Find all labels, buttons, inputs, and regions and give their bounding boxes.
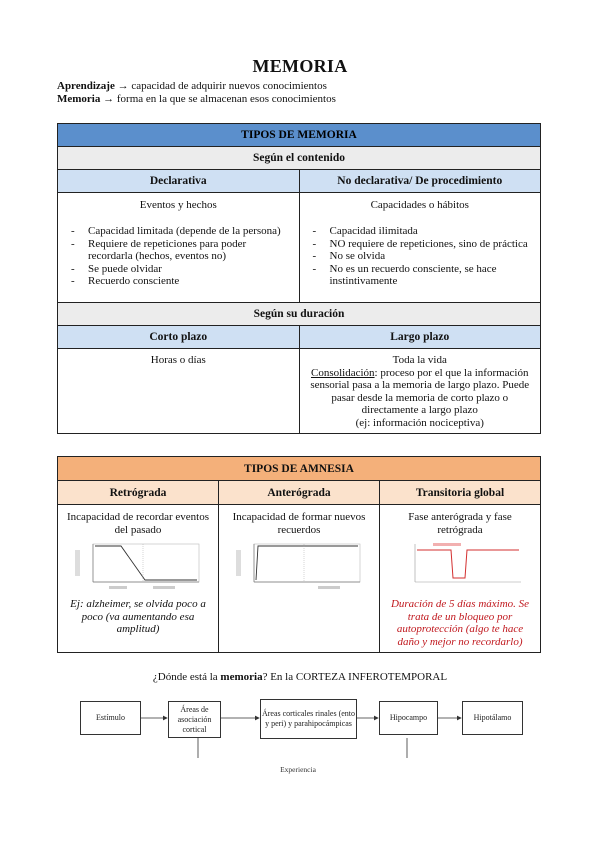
long-term-header: Largo plazo	[299, 326, 541, 349]
declarative-subtitle: Eventos y hechos	[139, 199, 217, 211]
transient-desc: Fase anterógrada y fase retrógrada	[408, 511, 512, 536]
experience-label: Experiencia	[280, 765, 316, 774]
arrow-icon: →	[117, 80, 129, 92]
non-declarative-cell	[299, 193, 541, 303]
retrograde-graph	[73, 542, 203, 594]
arrow-icon: →	[103, 93, 115, 105]
consolidation-paragraph	[308, 367, 533, 417]
amnesia-table-header: TIPOS DE AMNESIA	[58, 457, 541, 481]
memory-types-table	[57, 123, 541, 434]
list-item: - NO requiere de repeticiones, sino de práctica	[310, 238, 531, 251]
anterograde-desc: Incapacidad de formar nuevos recuerdos	[232, 511, 366, 536]
retrograde-header: Retrógrada	[58, 481, 219, 505]
definition-term: Memoria	[57, 93, 101, 105]
consolidation-term: Consolidación	[310, 366, 375, 379]
by-duration-header: Según su duración	[58, 303, 541, 326]
retrograde-cell	[58, 505, 219, 653]
short-term-cell	[58, 349, 300, 434]
transient-note: Duración de 5 días máximo. Se trata de un bloqueo por autoprotección (algo te hace daño y mejor no recordarlo)	[390, 598, 530, 648]
page-title: MEMORIA	[252, 56, 348, 76]
location-prefix: ¿Dónde está la	[152, 671, 221, 683]
transient-header: Transitoria global	[380, 481, 541, 505]
list-item: - Recuerdo consciente	[68, 275, 289, 288]
definition-term: Aprendizaje	[57, 80, 115, 92]
short-term-header: Corto plazo	[58, 326, 300, 349]
transient-cell	[380, 505, 541, 653]
declarative-list	[68, 225, 289, 288]
declarative-header: Declarativa	[58, 170, 300, 193]
definition-learning	[57, 80, 327, 93]
flow-box-rhinal-areas: Áreas corticales rinales (ento y peri) y parahipocámpicas	[260, 699, 357, 739]
list-item: - Capacidad limitada (depende de la persona)	[68, 225, 289, 238]
flow-box-hippocampus: Hipocampo	[379, 701, 438, 735]
non-declarative-subtitle: Capacidades o hábitos	[370, 199, 469, 211]
consolidation-text: : proceso por el que la información sensorial pasa a la memoria de largo plazo. Puede pasar desde la memoria de corto plazo o directamente a largo plazo	[310, 366, 530, 416]
retrograde-note: Ej: alzheimer, se olvida poco a poco (va aumentando esa amplitud)	[70, 598, 206, 635]
long-term-line: Toda la vida	[392, 354, 447, 366]
location-suffix: ? En la CORTEZA INFEROTEMPORAL	[262, 671, 448, 683]
transient-graph	[395, 542, 525, 594]
declarative-cell	[58, 193, 300, 303]
definition-text: forma en la que se almacenan esos conocimientos	[116, 93, 336, 105]
short-term-text: Horas o días	[150, 354, 206, 366]
list-item: - No se olvida	[310, 250, 531, 263]
flow-box-association-areas: Áreas de asociación cortical	[168, 701, 221, 738]
list-item: - No es un recuerdo consciente, se hace instintivamente	[310, 263, 531, 288]
list-item: - Se puede olvidar	[68, 263, 289, 276]
location-sentence	[0, 671, 600, 683]
amnesia-types-table	[57, 456, 541, 653]
definition-memory	[57, 93, 336, 106]
location-term: memoria	[220, 671, 263, 683]
list-item: - Capacidad ilimitada	[310, 225, 531, 238]
anterograde-header: Anterógrada	[219, 481, 380, 505]
long-term-cell	[299, 349, 541, 434]
flow-box-stimulus: Estímulo	[80, 701, 141, 735]
anterograde-cell	[219, 505, 380, 653]
list-item: - Requiere de repeticiones para poder recordarla (hechos, eventos no)	[68, 238, 289, 263]
non-declarative-header: No declarativa/ De procedimiento	[299, 170, 541, 193]
anterograde-graph	[234, 542, 364, 594]
definition-text: capacidad de adquirir nuevos conocimientos	[131, 80, 327, 92]
flow-box-hypothalamus: Hipotálamo	[462, 701, 523, 735]
retrograde-desc: Incapacidad de recordar eventos del pasado	[66, 511, 209, 536]
non-declarative-list	[310, 225, 531, 288]
long-term-example: (ej: información nociceptiva)	[355, 416, 484, 429]
memory-table-header: TIPOS DE MEMORIA	[58, 124, 541, 147]
by-content-header: Según el contenido	[58, 147, 541, 170]
